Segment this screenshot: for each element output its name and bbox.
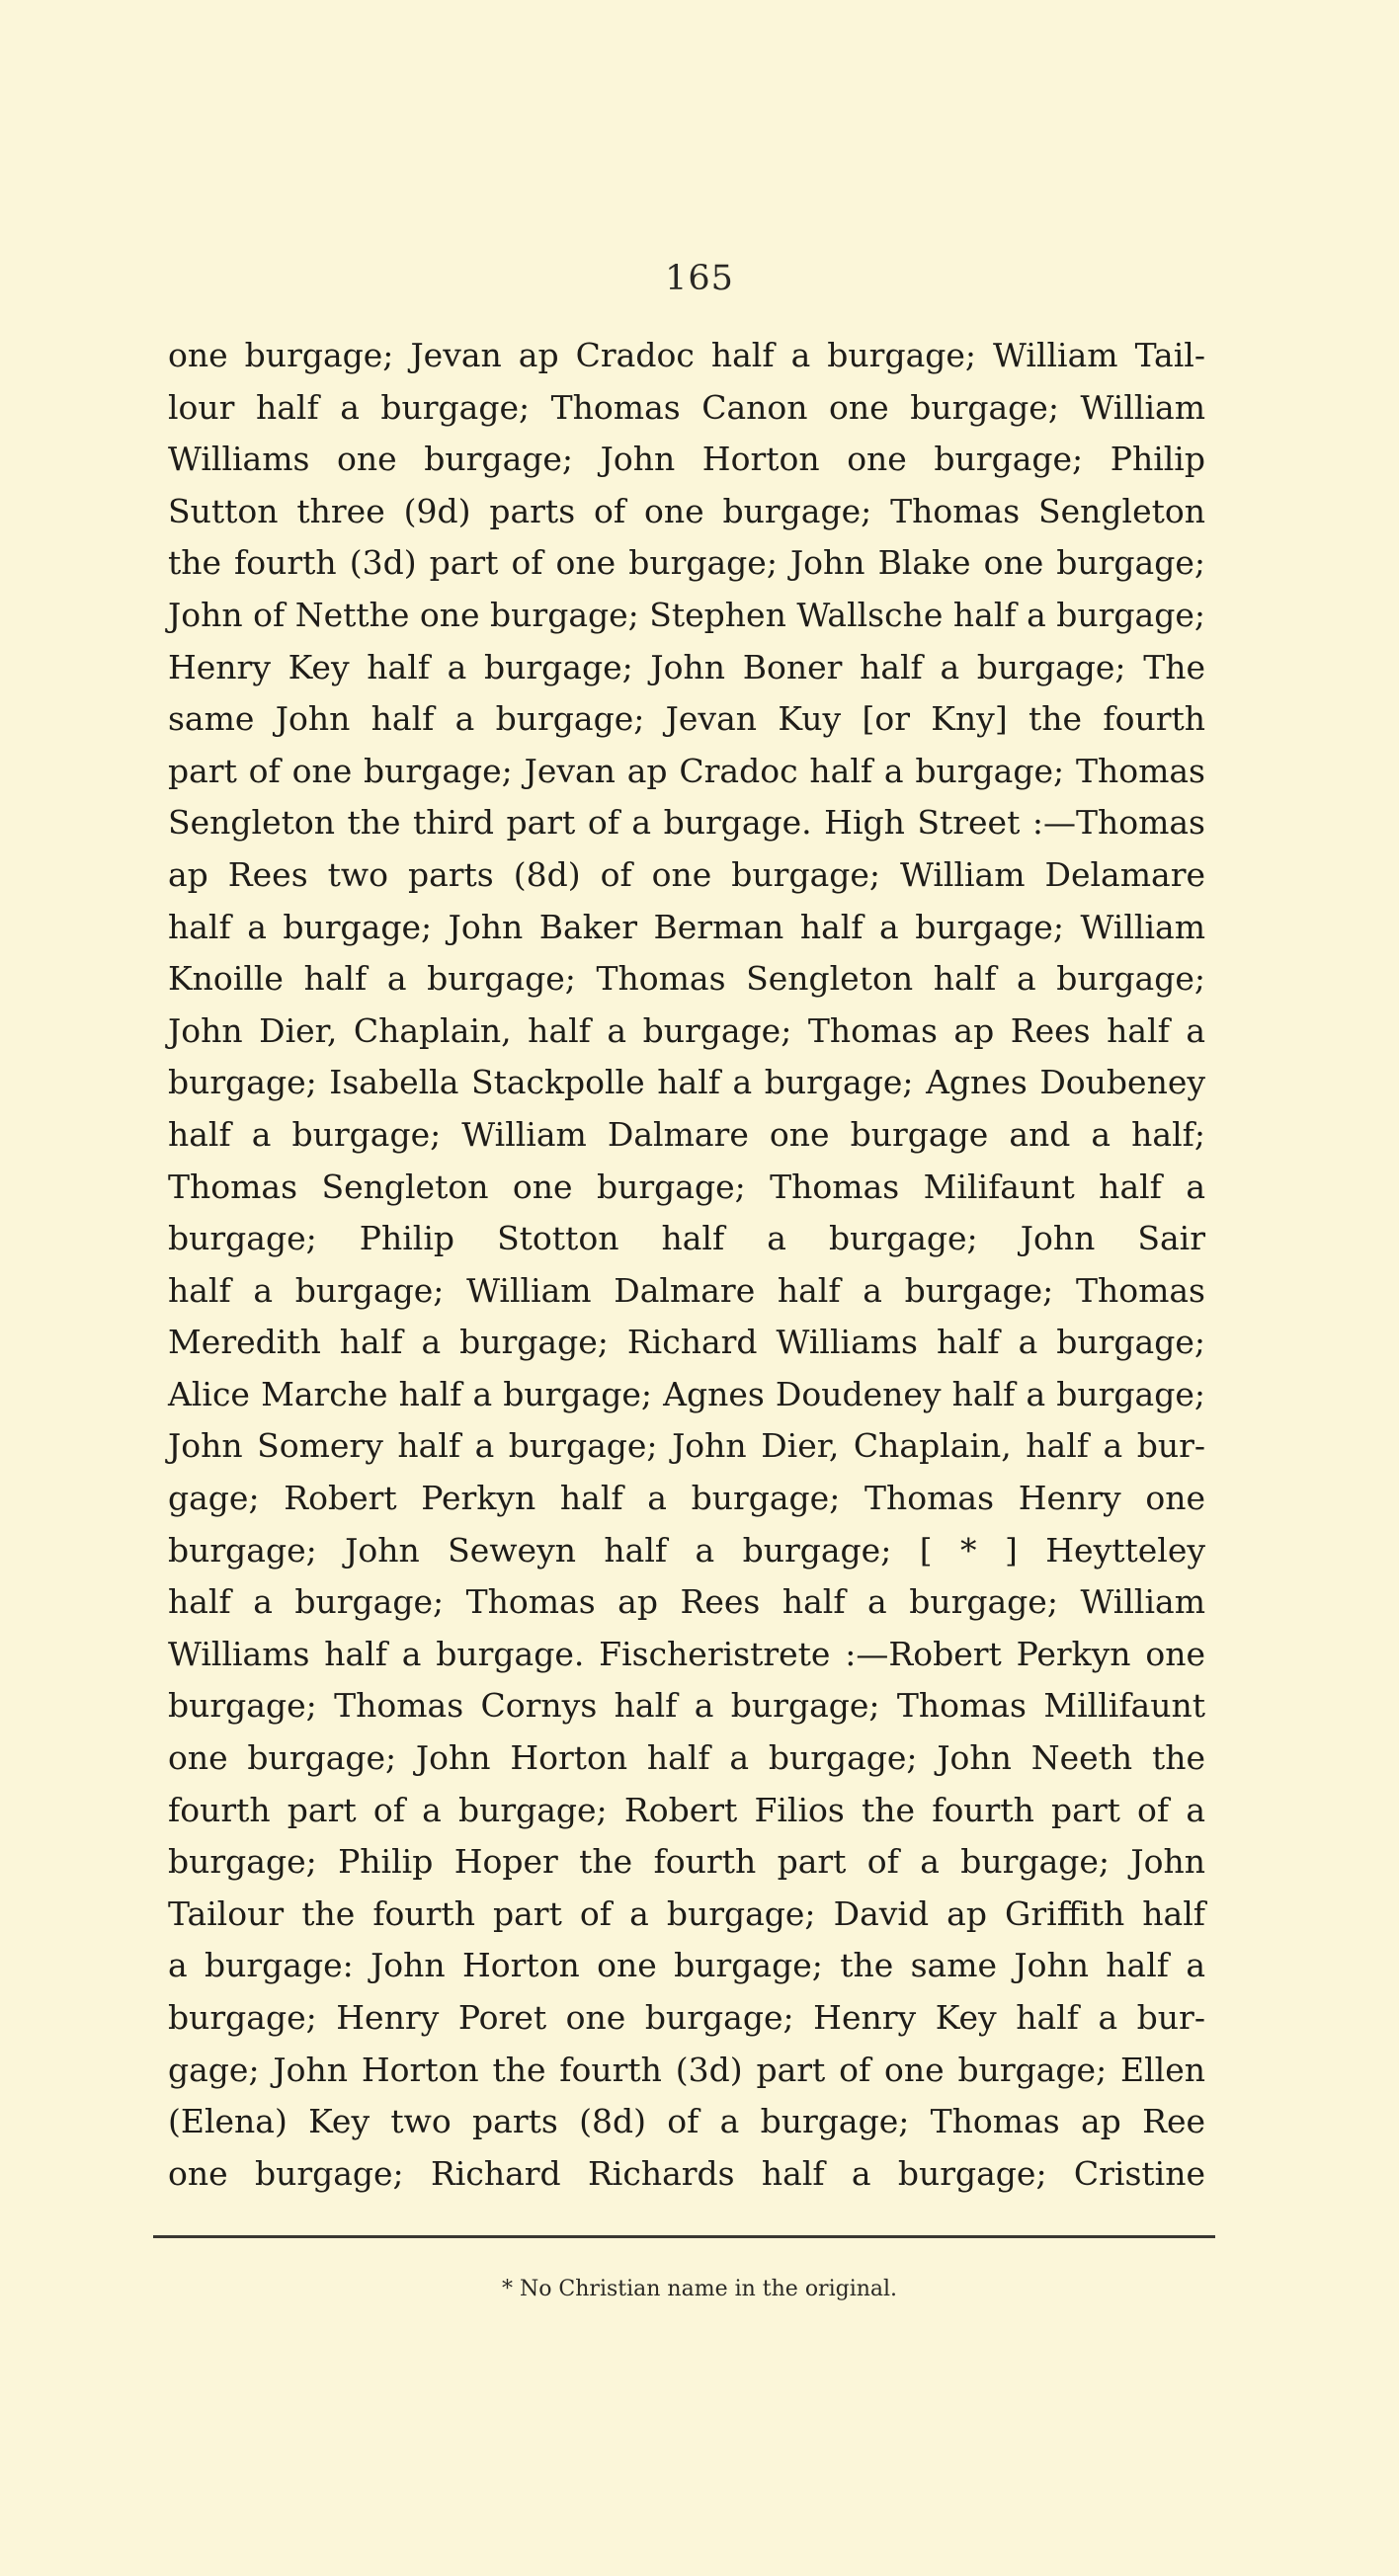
text-line: Knoille half a burgage; Thomas Sengleton half a burgage; xyxy=(168,959,1205,999)
text-line: burgage; Philip Hoper the fourth part of a burgage; John xyxy=(168,1842,1205,1882)
text-line: (Elena) Key two parts (8d) of a burgage; Thomas ap Ree xyxy=(168,2102,1205,2141)
text-line: same John half a burgage; Jevan Kuy [or Kny] the fourth xyxy=(168,699,1205,739)
text-line: half a burgage; John Baker Berman half a burgage; William xyxy=(168,907,1205,946)
text-line: burgage; John Seweyn half a burgage; [ * ] Heytteley xyxy=(168,1530,1205,1570)
text-line: fourth part of a burgage; Robert Filios the fourth part of a xyxy=(168,1790,1205,1829)
text-line: one burgage; Jevan ap Cradoc half a burgage; William Tail- xyxy=(168,336,1205,374)
text-line: Williams half a burgage. Fischeristrete :—Robert Perkyn one xyxy=(168,1634,1205,1673)
text-line: gage; Robert Perkyn half a burgage; Thomas Henry one xyxy=(168,1479,1205,1518)
text-line: burgage; Henry Poret one burgage; Henry Key half a bur- xyxy=(168,1998,1205,2037)
text-line: Alice Marche half a burgage; Agnes Doudeney half a burgage; xyxy=(168,1374,1205,1413)
text-line: Sengleton the third part of a burgage. High Street :—Thomas xyxy=(168,803,1205,843)
text-line: half a burgage; Thomas ap Rees half a burgage; William xyxy=(168,1582,1205,1622)
footnote-divider xyxy=(153,2235,1215,2238)
text-line: Henry Key half a burgage; John Boner half a burgage; The xyxy=(168,647,1205,686)
text-line: gage; John Horton the fourth (3d) part of one burgage; Ellen xyxy=(168,2050,1205,2089)
text-line: burgage; Philip Stotton half a burgage; John Sair xyxy=(168,1219,1205,1258)
text-line: John Dier, Chaplain, half a burgage; Thomas ap Rees half a xyxy=(168,1010,1205,1050)
text-line: John of Netthe one burgage; Stephen Wallsche half a burgage; xyxy=(168,595,1205,634)
text-line: burgage; Isabella Stackpolle half a burgage; Agnes Doubeney xyxy=(168,1063,1205,1102)
text-line: half a burgage; William Dalmare one burgage and a half; xyxy=(168,1114,1205,1154)
text-line: half a burgage; William Dalmare half a burgage; Thomas xyxy=(168,1270,1205,1310)
footnote: * No Christian name in the original. xyxy=(501,2277,898,2301)
page-number: 165 xyxy=(665,259,734,298)
text-line: Sutton three (9d) parts of one burgage; Thomas Sengleton xyxy=(168,491,1205,530)
text-line: Thomas Sengleton one burgage; Thomas Milifaunt half a xyxy=(168,1167,1205,1206)
text-line: burgage; Thomas Cornys half a burgage; Thomas Millifaunt xyxy=(168,1686,1205,1726)
text-line: part of one burgage; Jevan ap Cradoc half a burgage; Thomas xyxy=(168,751,1205,790)
text-line: one burgage; Richard Richards half a burgage; Cristine xyxy=(168,2153,1205,2193)
text-line: a burgage: John Horton one burgage; the same John half a xyxy=(168,1946,1205,1985)
body-text xyxy=(168,330,1205,2200)
text-line: lour half a burgage; Thomas Canon one burgage; William xyxy=(168,387,1205,427)
text-line: Meredith half a burgage; Richard Williams half a burgage; xyxy=(168,1323,1205,1362)
text-line: one burgage; John Horton half a burgage; John Neeth the xyxy=(168,1738,1205,1778)
text-line: Williams one burgage; John Horton one burgage; Philip xyxy=(168,440,1205,479)
text-line: Tailour the fourth part of a burgage; David ap Griffith half xyxy=(168,1893,1205,1933)
text-line: the fourth (3d) part of one burgage; John Blake one burgage; xyxy=(168,543,1205,583)
text-line: ap Rees two parts (8d) of one burgage; William Delamare xyxy=(168,854,1205,894)
text-line: John Somery half a burgage; John Dier, Chaplain, half a bur- xyxy=(168,1426,1205,1466)
